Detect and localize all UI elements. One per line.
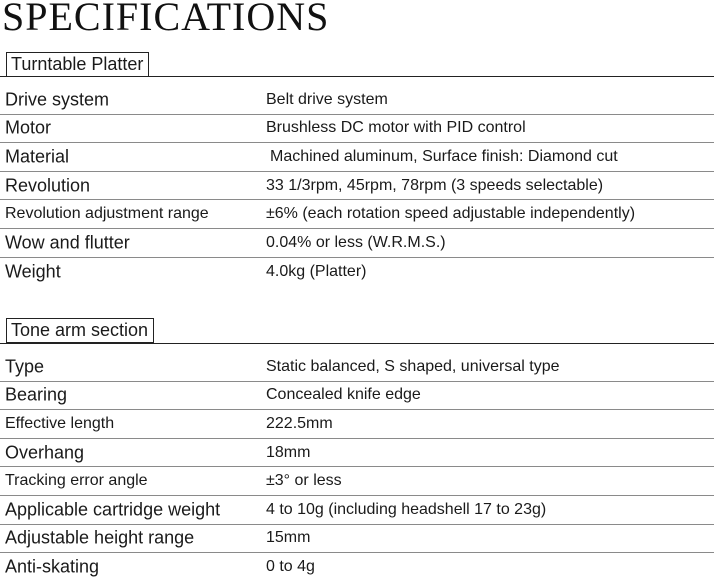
spec-value: ±6% (each rotation speed adjustable independently) xyxy=(266,205,636,223)
spec-label: Weight xyxy=(5,261,61,282)
page-title: SPECIFICATIONS xyxy=(2,0,330,39)
section-header: Tone arm section xyxy=(6,318,154,343)
spec-row xyxy=(0,553,714,582)
spec-row xyxy=(0,115,714,144)
spec-label: Material xyxy=(5,146,70,167)
spec-row xyxy=(0,86,714,115)
spec-row xyxy=(0,467,714,496)
spec-label: Type xyxy=(5,356,45,377)
spec-label: Tracking error angle xyxy=(5,472,148,490)
spec-value: Concealed knife edge xyxy=(266,386,421,404)
spec-label: Anti-skating xyxy=(5,556,100,577)
spec-row xyxy=(0,143,714,172)
spec-value: 0.04% or less (W.R.M.S.) xyxy=(266,233,446,251)
spec-value: 15mm xyxy=(266,529,311,547)
spec-value: 33 1/3rpm, 45rpm, 78rpm (3 speeds selectable) xyxy=(266,176,604,194)
spec-value: Machined aluminum, Surface finish: Diamond cut xyxy=(270,147,618,165)
spec-label: Adjustable height range xyxy=(5,527,195,548)
spec-row xyxy=(0,496,714,525)
spec-row xyxy=(0,229,714,258)
spec-label: Applicable cartridge weight xyxy=(5,499,221,520)
spec-label: Effective length xyxy=(5,414,115,432)
spec-label: Wow and flutter xyxy=(5,232,130,253)
spec-row xyxy=(0,200,714,229)
spec-label: Drive system xyxy=(5,89,110,110)
spec-label: Revolution adjustment range xyxy=(5,205,209,223)
spec-row xyxy=(0,258,714,287)
spec-table xyxy=(0,86,714,286)
spec-value: 4 to 10g (including headshell 17 to 23g) xyxy=(266,500,547,518)
spec-row xyxy=(0,439,714,468)
section-header: Turntable Platter xyxy=(6,52,149,77)
spec-label: Revolution xyxy=(5,175,91,196)
spec-row xyxy=(0,525,714,554)
spec-value: Belt drive system xyxy=(266,90,388,108)
section-divider xyxy=(0,76,714,77)
spec-value: Static balanced, S shaped, universal type xyxy=(266,357,560,375)
spec-row xyxy=(0,353,714,382)
spec-value: 222.5mm xyxy=(266,414,333,432)
spec-label: Motor xyxy=(5,117,52,138)
spec-label: Bearing xyxy=(5,384,68,405)
spec-value: ±3° or less xyxy=(266,472,342,490)
spec-row xyxy=(0,172,714,201)
spec-table xyxy=(0,353,714,582)
spec-value: 18mm xyxy=(266,443,311,461)
spec-row xyxy=(0,382,714,411)
section-divider xyxy=(0,343,714,344)
spec-row xyxy=(0,410,714,439)
spec-value: 4.0kg (Platter) xyxy=(266,262,367,280)
spec-label: Overhang xyxy=(5,442,85,463)
spec-value: 0 to 4g xyxy=(266,558,315,576)
spec-value: Brushless DC motor with PID control xyxy=(266,119,526,137)
